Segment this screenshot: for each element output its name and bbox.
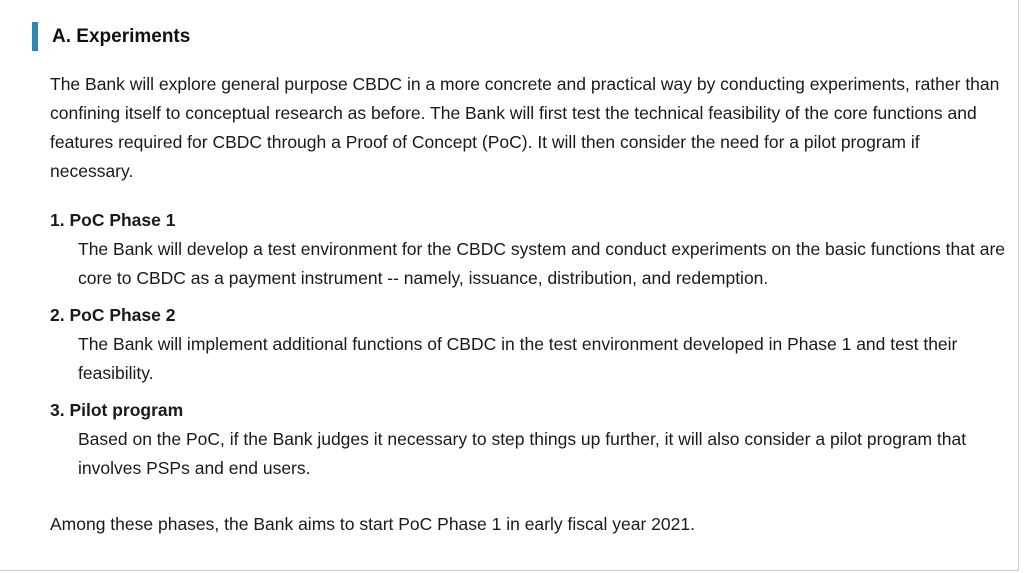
- closing-paragraph: Among these phases, the Bank aims to start PoC Phase 1 in early fiscal year 2021.: [50, 514, 695, 534]
- phase-heading: 1. PoC Phase 1: [50, 210, 176, 230]
- phase-item-3: [50, 396, 1010, 483]
- phase-item-1: [50, 206, 1010, 293]
- section-title: A. Experiments: [52, 25, 191, 47]
- phase-body: The Bank will develop a test environment for the CBDC system and conduct experiments on the basic functions that are core to CBDC as a payment instrument -- namely, issuance, distribution, and redemption.: [78, 239, 1006, 288]
- phase-body: The Bank will implement additional functions of CBDC in the test environment developed in Phase 1 and test their feasibility.: [78, 334, 958, 383]
- phase-heading: 2. PoC Phase 2: [50, 305, 176, 325]
- phase-item-2: [50, 301, 1010, 388]
- intro-paragraph: The Bank will explore general purpose CBDC in a more concrete and practical way by conducting experiments, rather than confining itself to conceptual research as before. The Bank will first test the technical feasibility of the core functions and features required for CBDC through a Proof of Concept (PoC). It will then consider the need for a pilot program if necessary.: [50, 74, 1000, 181]
- phase-heading: 3. Pilot program: [50, 400, 184, 420]
- section-header: [32, 22, 190, 51]
- phase-body: Based on the PoC, if the Bank judges it necessary to step things up further, it will also consider a pilot program that involves PSPs and end users.: [78, 429, 967, 478]
- phase-list: [50, 206, 1010, 491]
- section-accent-bar: [32, 22, 38, 51]
